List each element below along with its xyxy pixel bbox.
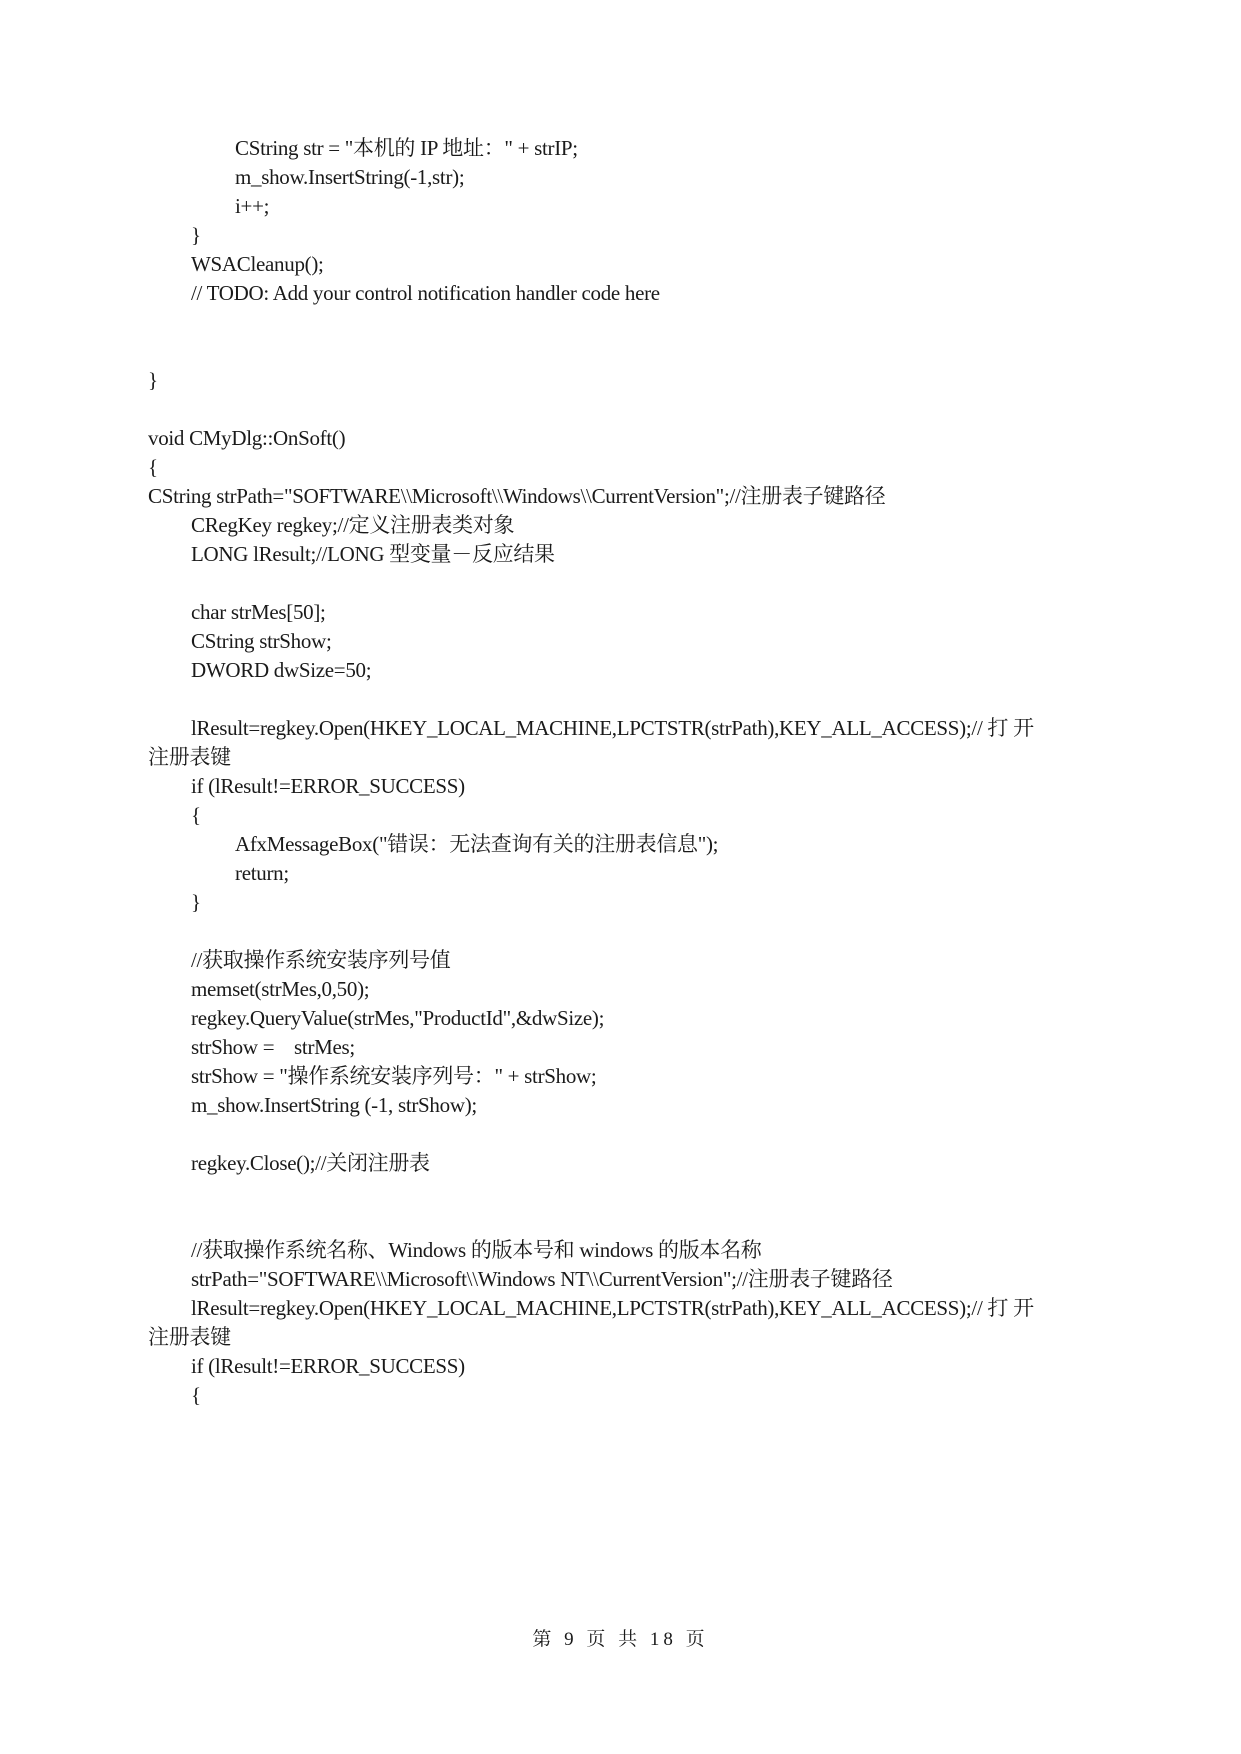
code-line: //获取操作系统安装序列号值 (191, 948, 451, 972)
page-number-footer: 第 9 页 共 18 页 (532, 1629, 709, 1650)
code-line: strPath="SOFTWARE\\Microsoft\\Windows NT\\CurrentVersion";//注册表子键路径 (191, 1267, 893, 1291)
code-line: m_show.InsertString(-1,str); (235, 165, 465, 189)
code-line: { (191, 1383, 201, 1407)
code-line: 注册表键 (148, 1325, 231, 1349)
code-line: char strMes[50]; (191, 600, 326, 624)
code-line: m_show.InsertString (-1, strShow); (191, 1093, 477, 1117)
code-line: strShow = strMes; (191, 1035, 355, 1059)
code-line: if (lResult!=ERROR_SUCCESS) (191, 1354, 465, 1378)
code-line: CString strShow; (191, 629, 332, 653)
code-line: void CMyDlg::OnSoft() (148, 426, 346, 450)
code-line: CString strPath="SOFTWARE\\Microsoft\\Windows\\CurrentVersion";//注册表子键路径 (148, 484, 886, 508)
code-line: CRegKey regkey;//定义注册表类对象 (191, 513, 515, 537)
code-line: lResult=regkey.Open(HKEY_LOCAL_MACHINE,LPCTSTR(strPath),KEY_ALL_ACCESS);// 打 开 (191, 1296, 1034, 1320)
code-line: } (191, 223, 201, 247)
code-line: CString str = "本机的 IP 地址：" + strIP; (235, 136, 578, 160)
code-line: { (148, 455, 158, 479)
code-line: regkey.QueryValue(strMes,"ProductId",&dwSize); (191, 1006, 605, 1030)
code-line: } (148, 368, 158, 392)
code-line: AfxMessageBox("错误：无法查询有关的注册表信息"); (235, 832, 719, 856)
code-line: regkey.Close();//关闭注册表 (191, 1151, 430, 1175)
code-line: memset(strMes,0,50); (191, 977, 370, 1001)
code-line: strShow = "操作系统安装序列号：" + strShow; (191, 1064, 597, 1088)
code-line: 注册表键 (148, 745, 231, 769)
code-line: DWORD dwSize=50; (191, 658, 372, 682)
code-line: lResult=regkey.Open(HKEY_LOCAL_MACHINE,LPCTSTR(strPath),KEY_ALL_ACCESS);// 打 开 (191, 716, 1034, 740)
code-line: // TODO: Add your control notification handler code here (191, 281, 660, 305)
code-line: return; (235, 861, 289, 885)
code-line: i++; (235, 194, 270, 218)
code-line: LONG lResult;//LONG 型变量－反应结果 (191, 542, 555, 566)
code-line: WSACleanup(); (191, 252, 324, 276)
code-line: } (191, 890, 201, 914)
code-line: //获取操作系统名称、Windows 的版本号和 windows 的版本名称 (191, 1238, 762, 1262)
code-line: if (lResult!=ERROR_SUCCESS) (191, 774, 465, 798)
code-line: { (191, 803, 201, 827)
